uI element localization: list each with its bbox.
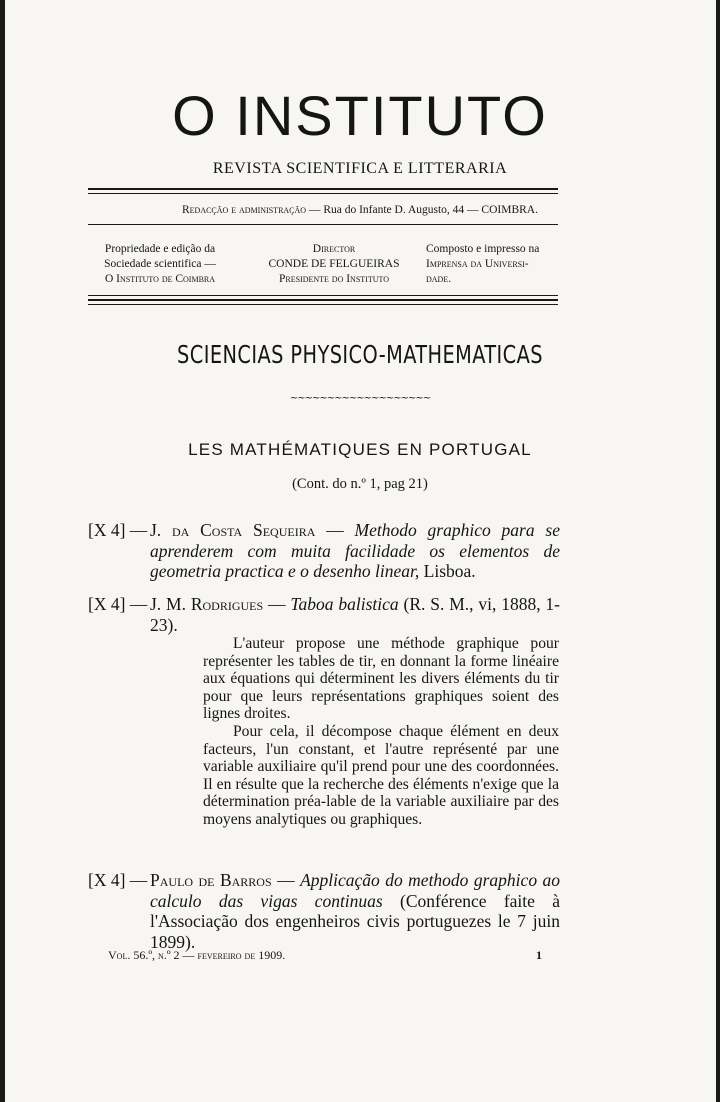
page-number: 1 <box>536 948 542 962</box>
journal-subtitle: REVISTA SCIENTIFICA E LITTERARIA <box>212 160 508 177</box>
bibliography-entry: [X 4] — Paulo de Barros — Applicação do methodo graphico ao calculo das vigas continuas (Conférence faite à l'Associação dos engenheiros civis portuguezes le 7 juin 1899). <box>88 870 561 952</box>
publisher-line: O Instituto de Coimbra <box>104 273 216 285</box>
divider-rule <box>88 188 558 190</box>
entry-rest: (R. S. M., vi, 1888, 1-23). <box>150 594 561 635</box>
printer-line: dade. <box>426 273 452 285</box>
entry-title: Applicação do methodo graphico ao calculo das vigas continuas <box>150 870 561 911</box>
description-paragraph: L'auteur propose une méthode graphique pour représenter les tables de tir, en donnant la forme linéaire aux équations qui déterminent les divers éléments du tir pour que leurs représentations graphiques soient des lignes droites. <box>203 635 559 723</box>
publisher-line: Propriedade e edição da <box>104 243 216 255</box>
divider-rule <box>88 224 558 225</box>
director-info <box>244 242 424 287</box>
divider-rule <box>88 295 558 296</box>
director-role: Presidente do Instituto <box>278 273 390 285</box>
bibliography-entry: [X 4] — J. M. Rodrigues — Taboa balistica (R. S. M., vi, 1888, 1-23). <box>88 594 561 635</box>
redaccao-label: Redacção e administração <box>181 204 307 216</box>
entry-tag: [X 4] — <box>88 594 148 614</box>
entry-author: J. M. Rodrigues <box>150 594 264 614</box>
divider-rule <box>88 193 558 194</box>
divider-rule <box>88 304 558 305</box>
entry-author: Paulo de Barros <box>150 870 272 890</box>
article-title: LES MATHÉMATIQUES EN PORTUGAL <box>188 440 532 459</box>
entry-rest: (Conférence faite à l'Associação dos engenheiros civis portuguezes le 7 juin 1899). <box>150 890 560 952</box>
entry-rest: Lisboa. <box>419 561 476 581</box>
journal-title: O INSTITUTO <box>172 84 548 147</box>
ornament-divider: ~~~~~~~~~~~~~~~~~~~ <box>289 393 431 404</box>
printer-line: Imprensa da Universi- <box>426 258 529 270</box>
entry-title: Methodo graphico para se aprenderem com muita facilidade os elementos de geometria practica e o desenho linear, <box>150 520 560 581</box>
entry-tag: [X 4] — <box>88 870 148 890</box>
divider-rule <box>88 299 558 301</box>
bibliography-entry: [X 4] — J. da Costa Sequeira — Methodo graphico para se aprenderem com muita facilidade os elementos de geometria practica e o desenho linear, Lisboa. <box>88 520 560 581</box>
redaccao-line <box>0 204 720 216</box>
entry-tag: [X 4] — <box>88 520 148 540</box>
section-title: SCIENCIAS PHYSICO-MATHEMATICAS <box>177 340 543 369</box>
printer-line: Composto e impresso na <box>426 243 540 255</box>
entry-author: J. da Costa Sequeira <box>150 520 316 540</box>
entry-description <box>203 635 559 829</box>
article-continuation: (Cont. do n.º 1, pag 21) <box>292 476 428 492</box>
entry-title: Taboa balistica <box>290 594 399 614</box>
volume-info: Vol. 56.º, n.º 2 — fevereiro de 1909. <box>108 948 286 962</box>
page-footer <box>108 948 568 963</box>
description-paragraph: Pour cela, il décompose chaque élément en deux facteurs, l'un constant, et l'autre représenté par une variable auxiliaire qu'il prend pour une des coordonnées. Il en résulte que la recherche des éléments n'exige que la détermination préa-lable de la variable auxiliaire par des moyens analytiques ou graphiques. <box>203 722 559 828</box>
publisher-info <box>85 242 235 287</box>
director-name: CONDE DE FELGUEIRAS <box>268 258 400 270</box>
director-label: Director <box>312 243 356 255</box>
printer-info <box>426 242 566 287</box>
redaccao-address: — Rua do Infante D. Augusto, 44 — COIMBRA. <box>306 204 538 216</box>
publisher-line: Sociedade scientifica — <box>104 258 216 270</box>
